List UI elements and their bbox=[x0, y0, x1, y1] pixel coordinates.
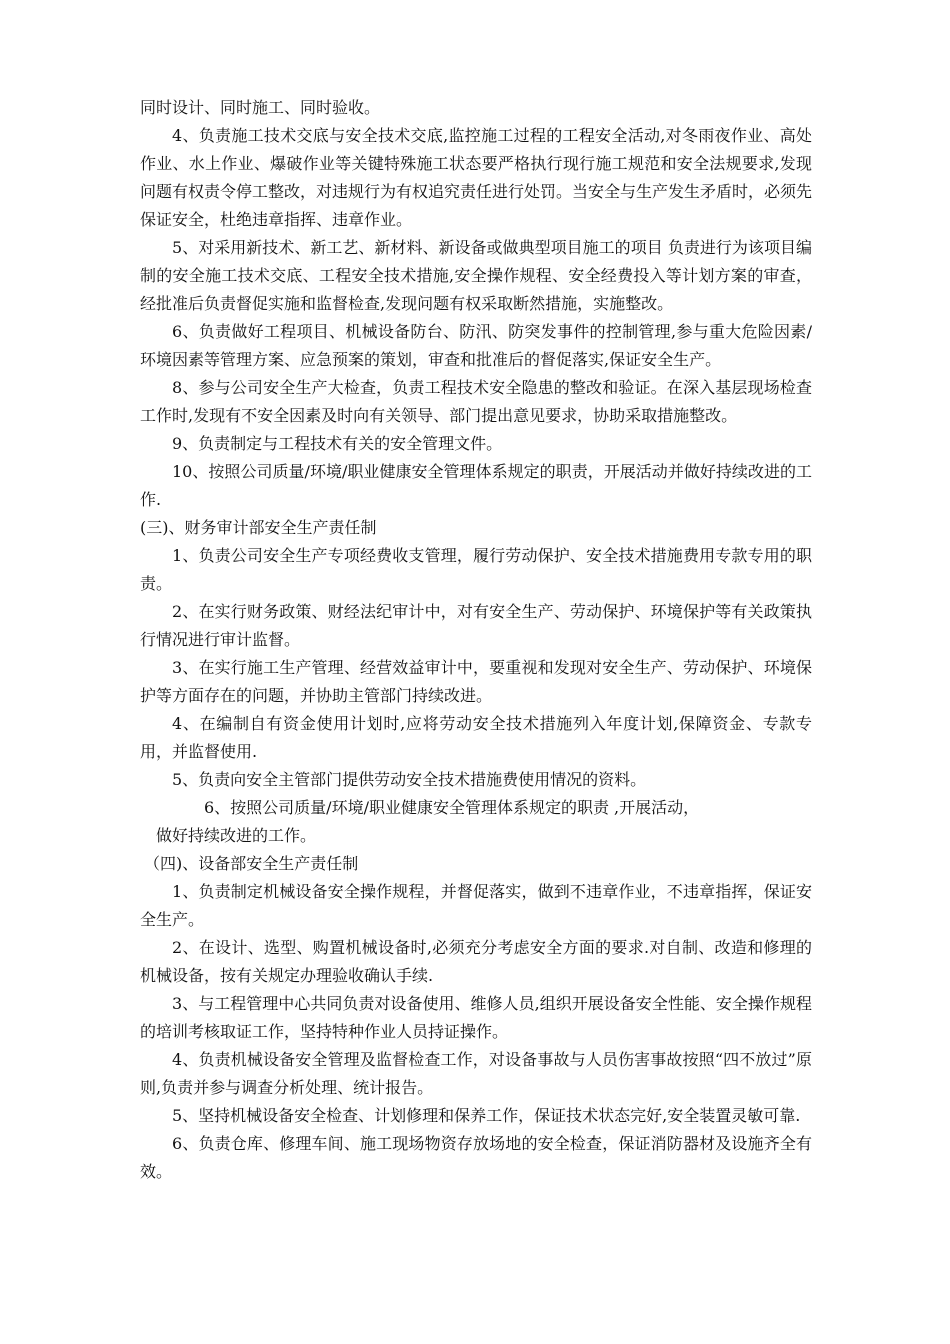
equipment-item-5: 5、坚持机械设备安全检查、计划修理和保养工作，保证技术状态完好,安全装置灵敏可靠. bbox=[172, 1106, 801, 1125]
equipment-item-2: 2、在设计、选型、购置机械设备时,必须充分考虑安全方面的要求.对自制、改造和修理的机械设备，按有关规定办理验收确认手续. bbox=[140, 938, 812, 985]
document-body bbox=[140, 94, 812, 1186]
section-heading-finance: (三)、财务审计部安全生产责任制 bbox=[140, 518, 377, 537]
equipment-item-4: 4、负责机械设备安全管理及监督检查工作，对设备事故与人员伤害事故按照“四不放过”原则,负责并参与调查分析处理、统计报告。 bbox=[140, 1050, 812, 1097]
equipment-item-3: 3、与工程管理中心共同负责对设备使用、维修人员,组织开展设备安全性能、安全操作规程的培训考核取证工作，坚持特种作业人员持证操作。 bbox=[140, 994, 812, 1041]
finance-item-6 bbox=[140, 794, 812, 850]
finance-item-3: 3、在实行施工生产管理、经营效益审计中，要重视和发现对安全生产、劳动保护、环境保护等方面存在的问题，并协助主管部门持续改进。 bbox=[140, 658, 812, 705]
finance-item-5: 5、负责向安全主管部门提供劳动安全技术措施费使用情况的资料。 bbox=[172, 770, 647, 789]
section-heading-equipment: （四)、设备部安全生产责任制 bbox=[144, 854, 359, 873]
equipment-item-1: 1、负责制定机械设备安全操作规程，并督促落实，做到不违章作业，不违章指挥，保证安全生产。 bbox=[140, 882, 812, 929]
finance-item-6-line-1: 6、按照公司质量/环境/职业健康安全管理体系规定的职责 ,开展活动， bbox=[204, 798, 700, 817]
paragraph-item-5: 5、对采用新技术、新工艺、新材料、新设备或做典型项目施工的项目 负责进行为该项目编制的安全施工技术交底、工程安全技术措施,安全操作规程、安全经费投入等计划方案的审查，经批准后负责督促实施和监督检查,发现问题有权采取断然措施，实施整改。 bbox=[140, 238, 812, 313]
finance-item-1: 1、负责公司安全生产专项经费收支管理，履行劳动保护、安全技术措施费用专款专用的职责。 bbox=[140, 546, 812, 593]
finance-item-4: 4、在编制自有资金使用计划时,应将劳动安全技术措施列入年度计划,保障资金、专款专用，并监督使用. bbox=[140, 714, 812, 761]
paragraph-item-10: 10、按照公司质量/环境/职业健康安全管理体系规定的职责，开展活动并做好持续改进的工作. bbox=[140, 462, 812, 509]
paragraph-continuation: 同时设计、同时施工、同时验收。 bbox=[140, 98, 381, 117]
finance-item-2: 2、在实行财务政策、财经法纪审计中，对有安全生产、劳动保护、环境保护等有关政策执行情况进行审计监督。 bbox=[140, 602, 812, 649]
finance-item-6-line-2: 做好持续改进的工作。 bbox=[156, 826, 317, 845]
paragraph-item-6: 6、负责做好工程项目、机械设备防台、防汛、防突发事件的控制管理,参与重大危险因素/环境因素等管理方案、应急预案的策划，审查和批准后的督促落实,保证安全生产。 bbox=[140, 322, 812, 369]
paragraph-item-9: 9、负责制定与工程技术有关的安全管理文件。 bbox=[172, 434, 503, 453]
paragraph-item-4: 4、负责施工技术交底与安全技术交底,监控施工过程的工程安全活动,对冬雨夜作业、高处作业、水上作业、爆破作业等关键特殊施工状态要严格执行现行施工规范和安全法规要求,发现问题有权责令停工整改，对违规行为有权追究责任进行处罚。当安全与生产发生矛盾时，必须先保证安全，杜绝违章指挥、违章作业。 bbox=[140, 126, 813, 229]
paragraph-item-8: 8、参与公司安全生产大检查，负责工程技术安全隐患的整改和验证。在深入基层现场检查工作时,发现有不安全因素及时向有关领导、部门提出意见要求，协助采取措施整改。 bbox=[140, 378, 812, 425]
equipment-item-6: 6、负责仓库、修理车间、施工现场物资存放场地的安全检查，保证消防器材及设施齐全有效。 bbox=[140, 1134, 812, 1181]
